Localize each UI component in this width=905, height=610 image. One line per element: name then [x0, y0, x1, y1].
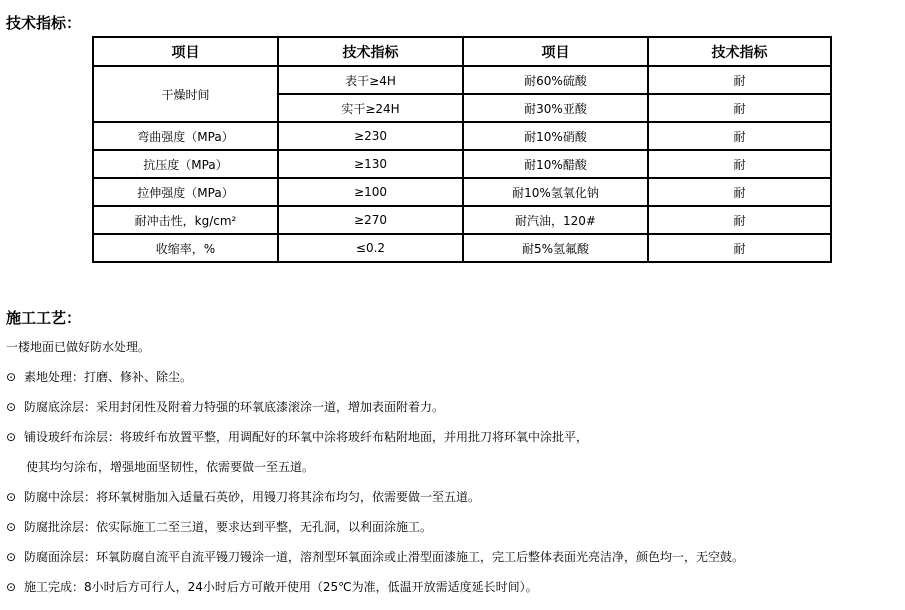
table-cell: ≥130	[278, 150, 463, 178]
list-item	[6, 578, 901, 608]
list-item	[6, 368, 901, 398]
step-text: 防腐面涂层：环氧防腐自流平自流平镘刀镘涂一道，溶剂型环氧面涂或止滑型面漆施工，完工后整体表面光亮洁净，颜色均一，无空鼓。	[24, 550, 745, 564]
header-spec-2: 技术指标	[648, 37, 831, 66]
spec-table	[92, 36, 832, 263]
table-cell: 耐30%亚酸	[463, 94, 648, 122]
table-row	[93, 234, 831, 262]
table-row	[93, 178, 831, 206]
bullet-icon: ⊙	[6, 430, 17, 444]
table-cell: 耐	[648, 178, 831, 206]
table-cell: 耐冲击性，kg/cm²	[93, 206, 278, 234]
list-item	[6, 428, 901, 458]
bullet-icon: ⊙	[6, 550, 17, 564]
step-continuation: 使其均匀涂布，增强地面坚韧性，依需要做一至五道。	[26, 460, 315, 474]
table-row	[93, 206, 831, 234]
table-cell: 耐60%硫酸	[463, 66, 648, 94]
list-item	[6, 488, 901, 518]
table-cell: 耐汽油，120#	[463, 206, 648, 234]
table-cell: 耐	[648, 150, 831, 178]
table-cell: 耐10%氢氧化钠	[463, 178, 648, 206]
table-header-row	[93, 37, 831, 66]
step-text: 防腐批涂层：依实际施工二至三道，要求达到平整，无孔洞，以利面涂施工。	[24, 520, 433, 534]
table-row	[93, 66, 831, 94]
table-cell: 耐	[648, 234, 831, 262]
spec-section-title: 技术指标：	[6, 14, 82, 32]
table-cell: 耐	[648, 94, 831, 122]
table-cell: 耐	[648, 66, 831, 94]
table-cell: 收缩率，%	[93, 234, 278, 262]
bullet-icon: ⊙	[6, 490, 17, 504]
table-cell: 耐5%氢氟酸	[463, 234, 648, 262]
table-cell: 耐	[648, 122, 831, 150]
table-cell: ≥100	[278, 178, 463, 206]
table-row	[93, 150, 831, 178]
table-cell: 表干≥4H	[278, 66, 463, 94]
bullet-icon: ⊙	[6, 370, 17, 384]
table-cell: 耐10%硝酸	[463, 122, 648, 150]
header-item: 项目	[93, 37, 278, 66]
table-cell: 拉伸强度（MPa）	[93, 178, 278, 206]
dry-time-label: 干燥时间	[93, 66, 278, 122]
step-text: 施工完成：8小时后方可行人，24小时后方可敞开使用（25℃为准，低温开放需适度延长时间）。	[24, 580, 538, 594]
process-section-title: 施工工艺：	[6, 309, 82, 327]
table-cell: 耐10%醋酸	[463, 150, 648, 178]
table-cell: ≤0.2	[278, 234, 463, 262]
table-cell: 实干≥24H	[278, 94, 463, 122]
header-spec: 技术指标	[278, 37, 463, 66]
step-text: 防腐底涂层：采用封闭性及附着力特强的环氧底漆滚涂一道，增加表面附着力。	[24, 400, 445, 414]
table-cell: 弯曲强度（MPa）	[93, 122, 278, 150]
table-row	[93, 122, 831, 150]
header-item-2: 项目	[463, 37, 648, 66]
process-list	[6, 338, 901, 608]
table-cell: 耐	[648, 206, 831, 234]
bullet-icon: ⊙	[6, 520, 17, 534]
table-cell: 抗压度（MPa）	[93, 150, 278, 178]
bullet-icon: ⊙	[6, 580, 17, 594]
list-item	[6, 548, 901, 578]
intro-text: 一楼地面已做好防水处理。	[6, 340, 151, 354]
list-item	[6, 518, 901, 548]
table-cell: ≥230	[278, 122, 463, 150]
step-text: 铺设玻纤布涂层：将玻纤布放置平整，用调配好的环氧中涂将玻纤布粘附地面，并用批刀将环氧中涂批平，	[24, 430, 589, 444]
bullet-icon: ⊙	[6, 400, 17, 414]
step-text: 防腐中涂层：将环氧树脂加入适量石英砂，用镘刀将其涂布均匀，依需要做一至五道。	[24, 490, 481, 504]
list-item	[6, 398, 901, 428]
step-text: 素地处理：打磨、修补、除尘。	[24, 370, 193, 384]
table-cell: ≥270	[278, 206, 463, 234]
